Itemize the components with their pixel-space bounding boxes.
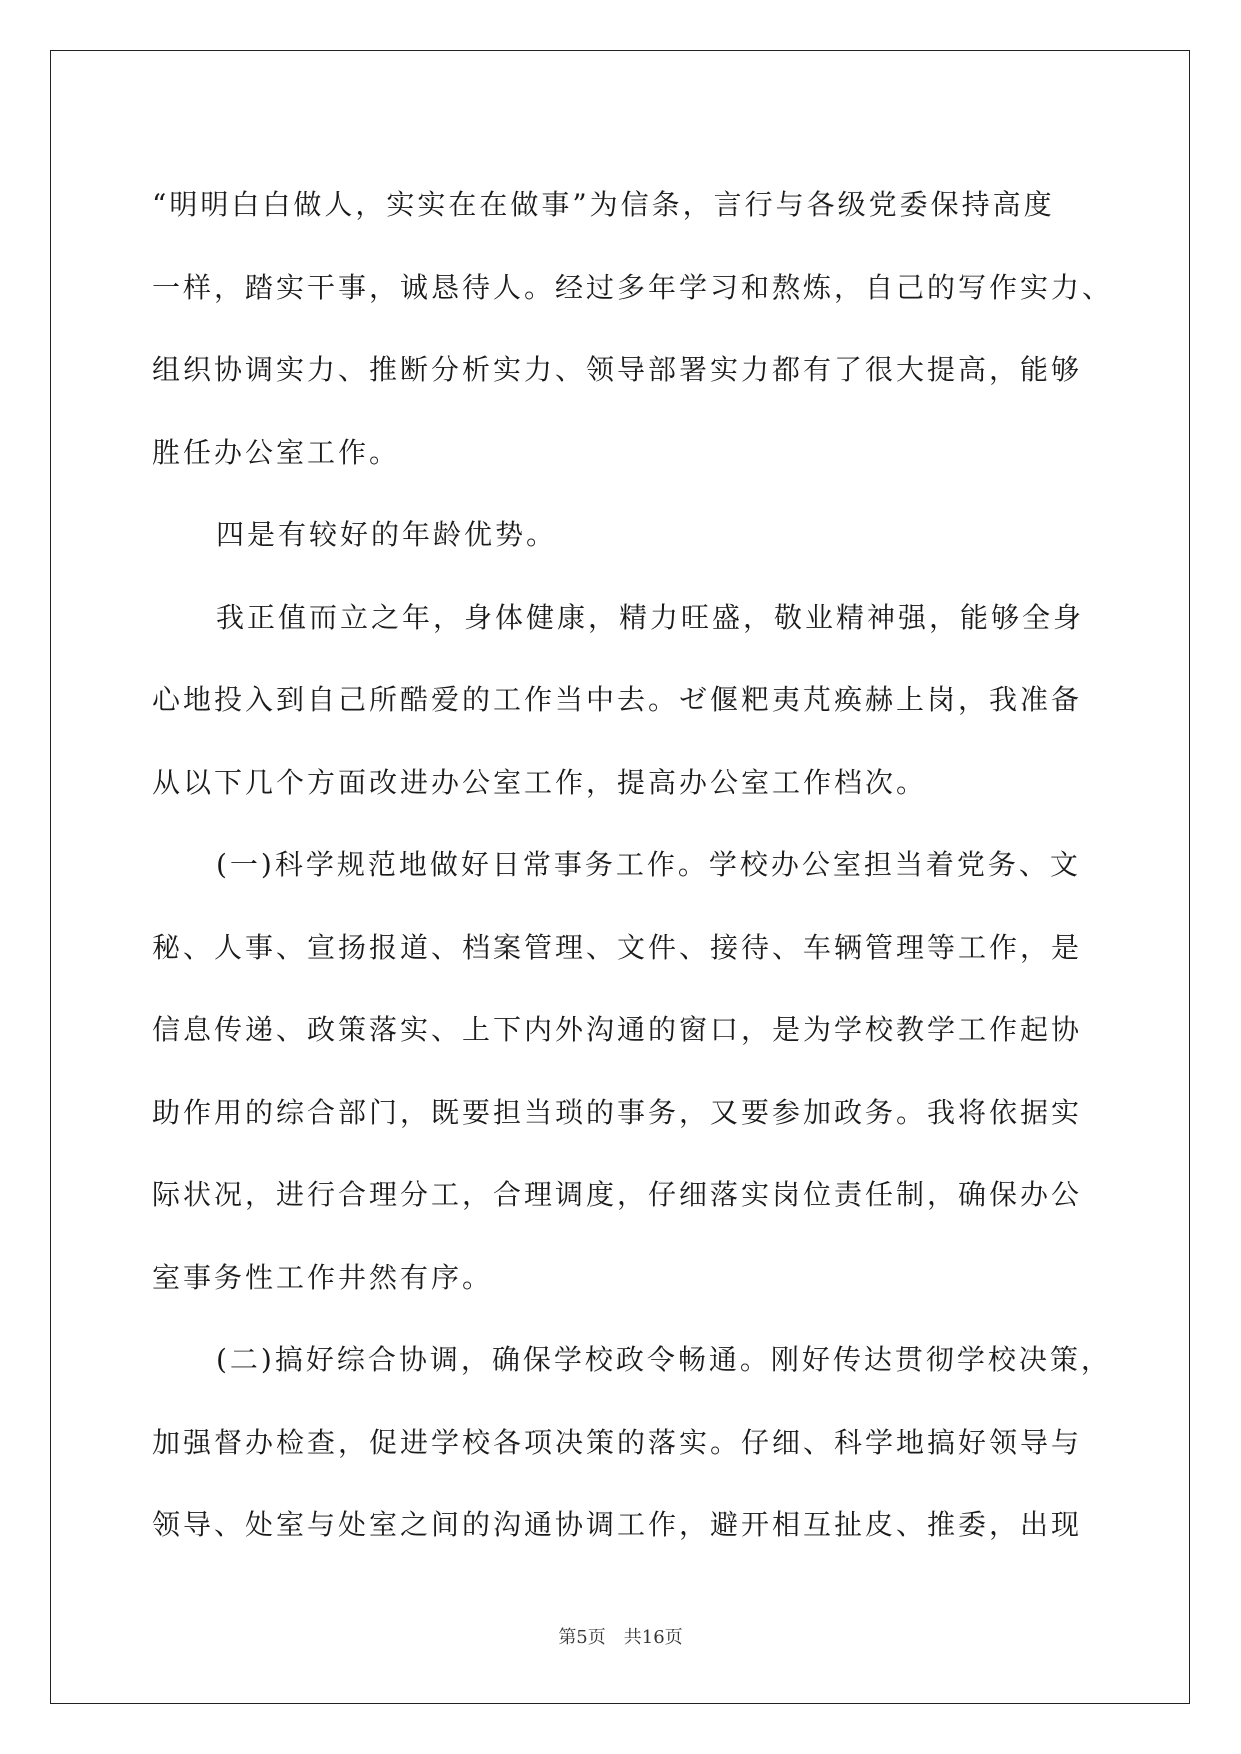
text-line: 际状况，进行合理分工，合理调度，仔细落实岗位责任制，确保办公 <box>152 1178 1083 1211</box>
text-line: 我正值而立之年，身体健康，精力旺盛，敬业精神强，能够全身 <box>216 600 1085 634</box>
page-number: 第5页 <box>558 1627 606 1648</box>
text-line: 一样，踏实干事，诚恳待人。经过多年学习和熬炼，自己的写作实力、 <box>152 270 1114 304</box>
page-footer <box>0 1623 1241 1649</box>
text-line: 秘、人事、宣扬报道、档案管理、文件、接待、车辆管理等工作，是 <box>152 930 1083 964</box>
document-text <box>152 164 1117 1567</box>
document-body <box>152 164 1117 1567</box>
text-line: (一)科学规范地做好日常事务工作。学校办公室担当着党务、文 <box>216 848 1081 881</box>
text-line: 加强督办检查，促进学校各项决策的落实。仔细、科学地搞好领导与 <box>152 1425 1083 1459</box>
text-line: 信息传递、政策落实、上下内外沟通的窗口，是为学校教学工作起协 <box>152 1013 1083 1046</box>
text-line: 从以下几个方面改进办公室工作，提高办公室工作档次。 <box>152 765 928 799</box>
text-line: 组织协调实力、推断分析实力、领导部署实力都有了很大提高，能够 <box>152 353 1083 386</box>
text-line: 胜任办公室工作。 <box>152 435 401 469</box>
text-line: (二)搞好综合协调，确保学校政令畅通。刚好传达贯彻学校决策， <box>216 1343 1112 1376</box>
text-line: 助作用的综合部门，既要担当琐的事务，又要参加政务。我将依据实 <box>152 1095 1083 1129</box>
text-line: “明明白白做人，实实在在做事”为信条，言行与各级党委保持高度 <box>152 188 1055 221</box>
text-line: 领导、处室与处室之间的沟通协调工作，避开相互扯皮、推委，出现 <box>152 1508 1083 1541</box>
text-line: 心地投入到自己所酷爱的工作当中去。ゼ偃粑夷芃痪赫上岗，我准备 <box>152 683 1083 716</box>
text-line: 四是有较好的年龄优势。 <box>216 518 558 551</box>
page-total: 共16页 <box>623 1627 683 1648</box>
text-line: 室事务性工作井然有序。 <box>152 1260 494 1294</box>
